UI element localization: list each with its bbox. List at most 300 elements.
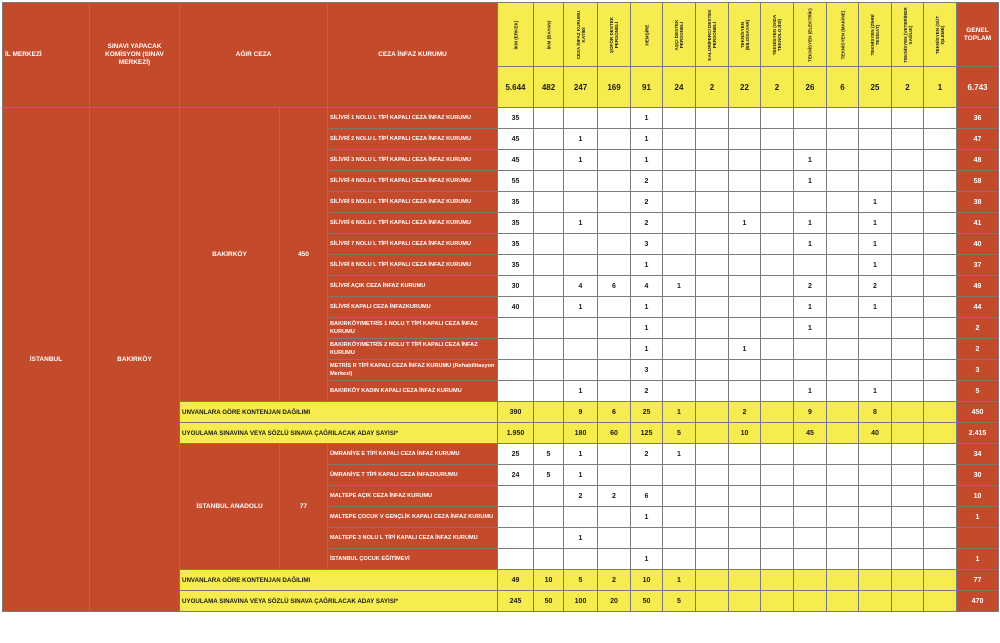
quota-cell: [696, 549, 729, 570]
quota-cell: [827, 213, 859, 234]
quota-cell: 1: [729, 213, 761, 234]
quota-cell: [534, 129, 564, 150]
quota-cell: [696, 255, 729, 276]
institution-name: SİLİVRİ KAPALI CEZA İNFAZKURUMU: [328, 297, 498, 318]
total-cell: 247: [564, 67, 598, 108]
quota-cell: [663, 255, 696, 276]
total-cell: 2: [696, 67, 729, 108]
summary-cell: [534, 402, 564, 423]
summary-cell: [696, 570, 729, 591]
quota-cell: [696, 360, 729, 381]
quota-cell: [827, 129, 859, 150]
quota-cell: [859, 339, 892, 360]
quota-cell: [663, 549, 696, 570]
total-cell: 169: [598, 67, 631, 108]
quota-cell: [924, 339, 957, 360]
quota-cell: 4: [564, 276, 598, 297]
summary-cell: 60: [598, 423, 631, 444]
total-cell: 5.644: [498, 67, 534, 108]
quota-cell: 2: [598, 486, 631, 507]
quota-cell: [663, 213, 696, 234]
institution-name: SİLİVRİ 7 NOLU L TİPİ KAPALI CEZA İNFAZ KURUMU: [328, 234, 498, 255]
header-position: HEMŞİRE: [631, 3, 663, 67]
quota-cell: [827, 192, 859, 213]
quota-cell: [924, 318, 957, 339]
institution-name: SİLİVRİ 3 NOLU L TİPİ KAPALI CEZA İNFAZ KURUMU: [328, 150, 498, 171]
summary-cell: 180: [564, 423, 598, 444]
quota-cell: [534, 486, 564, 507]
quota-cell: [534, 360, 564, 381]
summary-cell: [892, 423, 924, 444]
quota-cell: [598, 297, 631, 318]
quota-cell: [631, 528, 663, 549]
quota-cell: [498, 507, 534, 528]
court-name: BAKIRKÖY: [180, 108, 280, 402]
quota-cell: [761, 444, 794, 465]
quota-cell: [794, 465, 827, 486]
quota-cell: [696, 318, 729, 339]
quota-cell: [761, 171, 794, 192]
quota-cell: [892, 129, 924, 150]
quota-cell: 2: [631, 381, 663, 402]
quota-cell: [729, 507, 761, 528]
quota-cell: [534, 318, 564, 339]
quota-cell: [498, 360, 534, 381]
quota-cell: [761, 108, 794, 129]
quota-cell: [892, 276, 924, 297]
summary-cell: 125: [631, 423, 663, 444]
quota-cell: [827, 339, 859, 360]
quota-cell: 1: [859, 234, 892, 255]
summary-cell: 100: [564, 591, 598, 612]
header-position: TEKNİSYEN (ELEKTRİK): [794, 3, 827, 67]
quota-cell: [729, 276, 761, 297]
summary-total-cell: 450: [957, 402, 999, 423]
quota-cell: [859, 444, 892, 465]
quota-cell: 1: [859, 297, 892, 318]
table-row: [3, 108, 999, 129]
summary-cell: [924, 591, 957, 612]
quota-cell: [564, 339, 598, 360]
quota-cell: 45: [498, 129, 534, 150]
institution-name: SİLİVRİ 5 NOLU L TİPİ KAPALI CEZA İNFAZ KURUMU: [328, 192, 498, 213]
institution-name: METRİS R TİPİ KAPALI CEZA İNFAZ KURUMU (Rehabilitasyon Merkezi): [328, 360, 498, 381]
quota-cell: [827, 108, 859, 129]
quota-cell: 3: [631, 360, 663, 381]
total-cell: 24: [663, 67, 696, 108]
row-total-cell: 34: [957, 444, 999, 465]
quota-cell: [827, 507, 859, 528]
quota-cell: [696, 339, 729, 360]
total-cell: 2: [761, 67, 794, 108]
quota-cell: [794, 129, 827, 150]
quota-cell: 1: [794, 171, 827, 192]
quota-cell: [827, 150, 859, 171]
quota-cell: 5: [534, 444, 564, 465]
summary-label: UYGULAMA SINAVINA VEYA SÖZLÜ SINAVA ÇAĞRILACAK ADAY SAYISI*: [180, 423, 498, 444]
quota-cell: 1: [631, 255, 663, 276]
quota-cell: [696, 192, 729, 213]
quota-cell: 1: [564, 213, 598, 234]
quota-cell: [534, 192, 564, 213]
quota-cell: [534, 528, 564, 549]
quota-cell: [663, 360, 696, 381]
quota-cell: 2: [631, 192, 663, 213]
quota-cell: [761, 339, 794, 360]
total-cell: 25: [859, 67, 892, 108]
quota-cell: [696, 108, 729, 129]
total-cell: 2: [892, 67, 924, 108]
total-cell: 6: [827, 67, 859, 108]
summary-cell: [761, 423, 794, 444]
institution-name: MALTEPE 3 NOLU L TİPİ KAPALI CEZA İNFAZ KURUMU: [328, 528, 498, 549]
quota-cell: [892, 108, 924, 129]
quota-cell: [924, 528, 957, 549]
quota-cell: [729, 318, 761, 339]
quota-cell: [924, 549, 957, 570]
header-position: TEKNİSYEN (ZİHNİ TESİSAT): [859, 3, 892, 67]
summary-cell: 2: [598, 570, 631, 591]
quota-cell: [859, 360, 892, 381]
quota-cell: [498, 486, 534, 507]
summary-cell: [729, 570, 761, 591]
summary-cell: [892, 402, 924, 423]
header-position: CEZA İNFAZ KURUMU KATİBİ: [564, 3, 598, 67]
institution-name: SİLİVRİ 8 NOLU L TİPİ KAPALI CEZA İNFAZ KURUMU: [328, 255, 498, 276]
summary-cell: 50: [631, 591, 663, 612]
quota-cell: [564, 507, 598, 528]
quota-cell: [598, 108, 631, 129]
quota-table: [2, 2, 999, 612]
summary-cell: [696, 423, 729, 444]
quota-cell: [534, 255, 564, 276]
quota-cell: 1: [564, 150, 598, 171]
quota-cell: [663, 318, 696, 339]
quota-cell: [892, 549, 924, 570]
quota-cell: 1: [631, 150, 663, 171]
quota-cell: [598, 339, 631, 360]
row-total-cell: 44: [957, 297, 999, 318]
summary-cell: [794, 591, 827, 612]
quota-cell: [663, 297, 696, 318]
quota-cell: [498, 381, 534, 402]
quota-cell: [534, 549, 564, 570]
quota-cell: [859, 108, 892, 129]
header-komisyon: SINAVI YAPACAK KOMİSYON (SINAV MERKEZİ): [90, 3, 180, 108]
quota-cell: 1: [564, 465, 598, 486]
quota-cell: [924, 171, 957, 192]
summary-cell: 6: [598, 402, 631, 423]
quota-cell: [827, 528, 859, 549]
quota-cell: [498, 549, 534, 570]
summary-cell: 10: [534, 570, 564, 591]
quota-cell: [892, 465, 924, 486]
summary-cell: 1: [663, 402, 696, 423]
row-total-cell: 41: [957, 213, 999, 234]
summary-cell: [859, 591, 892, 612]
summary-cell: 5: [564, 570, 598, 591]
summary-cell: [924, 423, 957, 444]
quota-cell: [924, 108, 957, 129]
summary-cell: 40: [859, 423, 892, 444]
quota-cell: 35: [498, 255, 534, 276]
summary-cell: 390: [498, 402, 534, 423]
quota-cell: [729, 171, 761, 192]
quota-cell: 1: [794, 213, 827, 234]
quota-cell: [696, 129, 729, 150]
quota-cell: 2: [794, 276, 827, 297]
quota-cell: [761, 297, 794, 318]
summary-cell: [827, 591, 859, 612]
quota-cell: 1: [859, 255, 892, 276]
quota-cell: [564, 234, 598, 255]
quota-cell: [729, 129, 761, 150]
quota-cell: [859, 150, 892, 171]
quota-cell: [827, 276, 859, 297]
row-total-cell: 1: [957, 507, 999, 528]
summary-cell: 20: [598, 591, 631, 612]
summary-total-cell: 470: [957, 591, 999, 612]
quota-cell: 1: [794, 150, 827, 171]
quota-cell: 2: [859, 276, 892, 297]
quota-cell: 24: [498, 465, 534, 486]
quota-cell: [859, 465, 892, 486]
quota-cell: 4: [631, 276, 663, 297]
summary-cell: [827, 402, 859, 423]
quota-cell: [534, 507, 564, 528]
row-total-cell: 30: [957, 465, 999, 486]
quota-cell: [598, 129, 631, 150]
summary-cell: 10: [729, 423, 761, 444]
quota-cell: [892, 360, 924, 381]
court-quota: 450: [280, 108, 328, 402]
quota-cell: [924, 192, 957, 213]
header-position: TEKNİSYEN (VETERİNER SAĞLIK): [892, 3, 924, 67]
quota-cell: [794, 444, 827, 465]
quota-cell: [761, 507, 794, 528]
quota-cell: [924, 255, 957, 276]
quota-cell: [564, 192, 598, 213]
quota-cell: 2: [631, 213, 663, 234]
quota-cell: [663, 465, 696, 486]
summary-cell: 45: [794, 423, 827, 444]
header-position: ŞOFÖR DESTEK PERSONELİ: [598, 3, 631, 67]
quota-cell: 1: [859, 381, 892, 402]
quota-cell: [924, 507, 957, 528]
quota-cell: 5: [534, 465, 564, 486]
quota-cell: 6: [631, 486, 663, 507]
header-position: İKM (ERKEK): [498, 3, 534, 67]
quota-cell: [794, 507, 827, 528]
quota-cell: 3: [631, 234, 663, 255]
quota-cell: [794, 339, 827, 360]
quota-cell: [631, 465, 663, 486]
quota-cell: [794, 108, 827, 129]
quota-cell: [859, 486, 892, 507]
quota-cell: [534, 171, 564, 192]
summary-cell: 49: [498, 570, 534, 591]
row-total-cell: 49: [957, 276, 999, 297]
quota-cell: [761, 234, 794, 255]
quota-cell: 1: [663, 276, 696, 297]
quota-cell: [761, 465, 794, 486]
quota-cell: [598, 213, 631, 234]
quota-cell: [924, 297, 957, 318]
quota-cell: 45: [498, 150, 534, 171]
quota-cell: 35: [498, 234, 534, 255]
quota-cell: [598, 549, 631, 570]
quota-cell: [696, 465, 729, 486]
total-cell: 1: [924, 67, 957, 108]
quota-cell: [924, 465, 957, 486]
quota-cell: [761, 129, 794, 150]
quota-cell: [892, 192, 924, 213]
quota-cell: [924, 129, 957, 150]
court-quota: 77: [280, 444, 328, 570]
quota-cell: 2: [564, 486, 598, 507]
institution-name: SİLİVRİ 4 NOLU L TİPİ KAPALI CEZA İNFAZ KURUMU: [328, 171, 498, 192]
quota-cell: [564, 171, 598, 192]
court-name: İSTANBUL ANADOLU: [180, 444, 280, 570]
quota-cell: 1: [663, 444, 696, 465]
quota-cell: [761, 528, 794, 549]
quota-cell: [859, 507, 892, 528]
quota-cell: [663, 108, 696, 129]
quota-cell: [924, 360, 957, 381]
quota-cell: [534, 381, 564, 402]
quota-cell: [892, 339, 924, 360]
quota-cell: [498, 528, 534, 549]
quota-cell: [794, 549, 827, 570]
quota-cell: 1: [859, 192, 892, 213]
summary-cell: 10: [631, 570, 663, 591]
quota-cell: 1: [631, 108, 663, 129]
quota-cell: [696, 528, 729, 549]
quota-cell: [924, 213, 957, 234]
quota-cell: 2: [631, 171, 663, 192]
quota-cell: [564, 108, 598, 129]
row-total-cell: 36: [957, 108, 999, 129]
header-position: TEKNİSYEN (BİLGİSAYAR): [729, 3, 761, 67]
quota-cell: 35: [498, 213, 534, 234]
quota-cell: [827, 549, 859, 570]
quota-cell: 35: [498, 192, 534, 213]
summary-cell: 9: [794, 402, 827, 423]
quota-cell: [696, 444, 729, 465]
quota-cell: 1: [631, 318, 663, 339]
quota-cell: [794, 255, 827, 276]
total-cell: 482: [534, 67, 564, 108]
quota-cell: [696, 486, 729, 507]
row-total-cell: 10: [957, 486, 999, 507]
quota-cell: [924, 444, 957, 465]
quota-cell: [859, 549, 892, 570]
quota-cell: [924, 234, 957, 255]
quota-cell: [892, 486, 924, 507]
header-position: TEKNİSYEN (MAKİNE): [827, 3, 859, 67]
quota-cell: [827, 465, 859, 486]
quota-cell: 1: [631, 549, 663, 570]
total-cell: 26: [794, 67, 827, 108]
institution-name: ÜMRANİYE T TİPİ KAPALI CEZA İNFAZKURUMU: [328, 465, 498, 486]
quota-cell: [827, 255, 859, 276]
quota-cell: [859, 528, 892, 549]
quota-cell: [598, 465, 631, 486]
quota-cell: [924, 381, 957, 402]
institution-name: SİLİVRİ AÇIK CEZA İNFAZ KURUMU: [328, 276, 498, 297]
quota-cell: [761, 549, 794, 570]
summary-cell: [859, 570, 892, 591]
institution-name: BAKIRKÖY KADIN KAPALI CEZA İNFAZ KURUMU: [328, 381, 498, 402]
il-merkezi-cell: İSTANBUL: [3, 108, 90, 612]
quota-cell: [696, 276, 729, 297]
quota-cell: [924, 276, 957, 297]
quota-cell: [827, 486, 859, 507]
institution-name: MALTEPE AÇIK CEZA İNFAZ KURUMU: [328, 486, 498, 507]
quota-cell: [729, 192, 761, 213]
header-kurum: CEZA İNFAZ KURUMU: [328, 3, 498, 108]
summary-cell: [761, 591, 794, 612]
quota-cell: [892, 507, 924, 528]
summary-cell: 5: [663, 591, 696, 612]
quota-cell: 1: [564, 297, 598, 318]
quota-cell: [663, 129, 696, 150]
summary-cell: [761, 570, 794, 591]
quota-cell: [534, 108, 564, 129]
quota-cell: [598, 255, 631, 276]
row-total-cell: 58: [957, 171, 999, 192]
summary-cell: [729, 591, 761, 612]
quota-cell: [892, 213, 924, 234]
quota-cell: [696, 381, 729, 402]
quota-cell: [598, 234, 631, 255]
quota-cell: [827, 360, 859, 381]
summary-cell: [892, 591, 924, 612]
quota-cell: [534, 339, 564, 360]
quota-cell: [794, 192, 827, 213]
quota-cell: 6: [598, 276, 631, 297]
summary-cell: 1.950: [498, 423, 534, 444]
quota-cell: [729, 486, 761, 507]
quota-cell: [827, 444, 859, 465]
quota-cell: [794, 528, 827, 549]
quota-cell: [761, 213, 794, 234]
quota-cell: [892, 234, 924, 255]
header-agir-ceza: AĞIR CEZA: [180, 3, 328, 108]
quota-cell: [663, 171, 696, 192]
quota-cell: [761, 192, 794, 213]
quota-cell: [534, 150, 564, 171]
quota-cell: [663, 486, 696, 507]
quota-cell: [729, 255, 761, 276]
summary-total-cell: 2.415: [957, 423, 999, 444]
header-position: TEKNİSYEN (SÜT İŞLEME): [924, 3, 957, 67]
quota-cell: [663, 528, 696, 549]
summary-cell: [696, 591, 729, 612]
quota-cell: 1: [564, 381, 598, 402]
summary-cell: [696, 402, 729, 423]
header-position: KALORİFERCİ DESTEK PERSONELİ: [696, 3, 729, 67]
komisyon-cell: BAKIRKÖY: [90, 108, 180, 612]
quota-cell: [598, 507, 631, 528]
summary-label: UNVANLARA GÖRE KONTENJAN DAĞILIMI: [180, 402, 498, 423]
quota-cell: [663, 381, 696, 402]
quota-cell: [729, 108, 761, 129]
quota-cell: [892, 171, 924, 192]
quota-cell: 1: [564, 129, 598, 150]
institution-name: İSTANBUL ÇOCUK EĞİTİMEVİ: [328, 549, 498, 570]
quota-cell: 35: [498, 108, 534, 129]
